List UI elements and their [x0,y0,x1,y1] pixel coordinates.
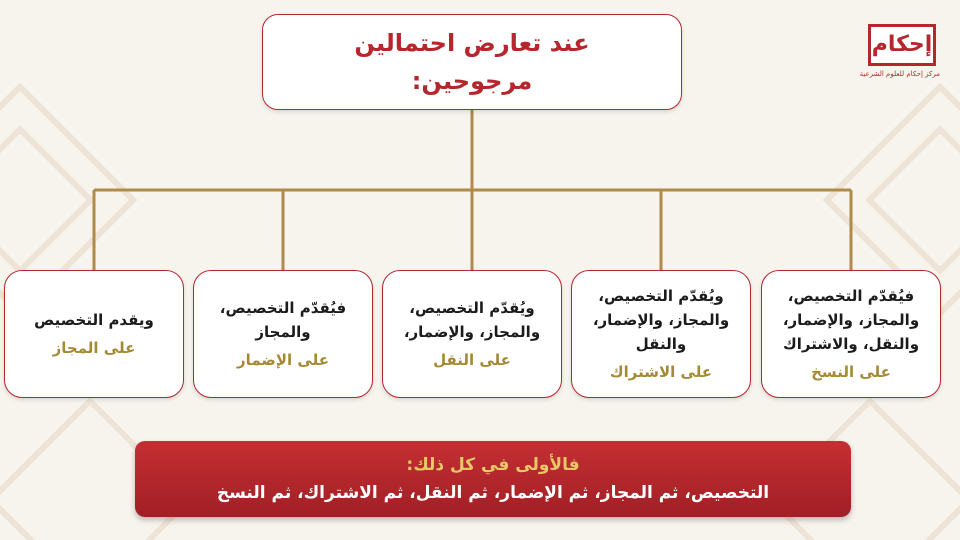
node-majaz [4,270,184,398]
node-sub-text: على النقل [433,351,511,369]
node-sub-text: على الاشتراك [609,363,713,381]
node-sub-text: على المجاز [52,339,136,357]
node-sub-text: على النسخ [811,363,891,381]
node-ishtirak [571,270,751,398]
conclusion-text: التخصيص، ثم المجاز، ثم الإضمار، ثم النقل، ثم الاشتراك، ثم النسخ [216,483,770,503]
node-naql [382,270,562,398]
node-main-text: فيُقدّم التخصيص، والمجاز [219,299,347,341]
node-sub-text: على الإضمار [237,351,329,369]
node-main-text: فيُقدّم التخصيص، والمجاز، والإضمار، والنقل، والاشتراك [782,287,920,353]
title-box [262,14,682,110]
node-main-text: ويُقدّم التخصيص، والمجاز، والإضمار، [403,299,541,341]
conclusion-lead: فالأولى في كل ذلك: [406,455,580,475]
node-main-text: ويقدم التخصيص [34,311,154,329]
logo-subtitle: مركز إحكام للعلوم الشرعية [859,70,940,78]
node-main-text: ويُقدّم التخصيص، والمجاز، والإضمار، والنقل [592,287,730,353]
node-idmar [193,270,373,398]
node-naskh [761,270,941,398]
conclusion-banner [135,441,851,517]
logo-wordmark: إحكام [871,32,933,57]
diagram-title: عند تعارض احتمالين مرجوحين: [354,29,590,95]
